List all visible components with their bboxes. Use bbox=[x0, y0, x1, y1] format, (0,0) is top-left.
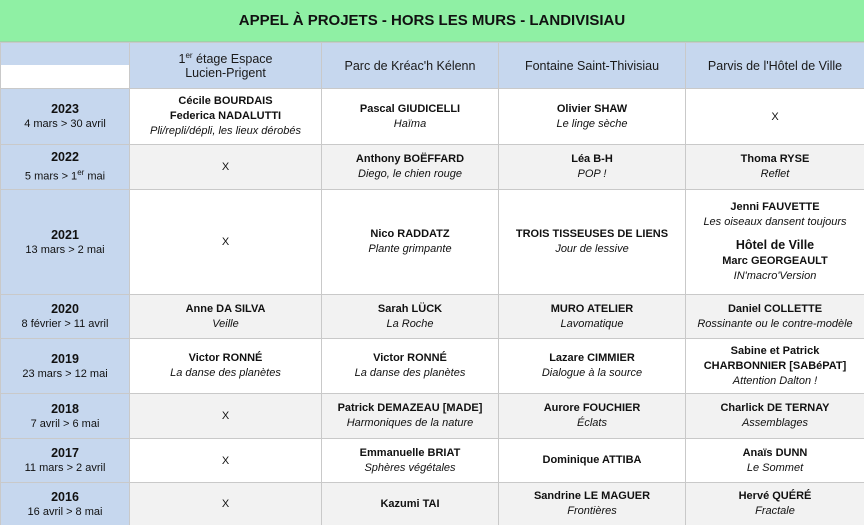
artist-name: Anthony BOËFFARD bbox=[355, 153, 465, 165]
venue-subtitle: Hôtel de Ville bbox=[735, 238, 815, 252]
work-title: Plante grimpante bbox=[368, 243, 452, 255]
artist-name: Victor RONNÉ bbox=[373, 352, 447, 364]
page-title: APPEL À PROJETS - HORS LES MURS - LANDIVISIAU bbox=[0, 0, 864, 42]
artist-name: Marc GEORGEAULT bbox=[722, 255, 828, 267]
artist-name: Patrick DEMAZEAU [MADE] bbox=[337, 402, 483, 414]
project-cell bbox=[130, 439, 322, 483]
work-title: Rossinante ou le contre-modèle bbox=[697, 317, 853, 330]
empty-marker: X bbox=[221, 454, 230, 467]
table-row bbox=[1, 190, 864, 295]
column-header-fontaine: Fontaine Saint-Thivisiau bbox=[499, 43, 686, 89]
project-cell bbox=[499, 439, 686, 483]
edition-dates: 13 mars > 2 mai bbox=[25, 243, 105, 256]
artist-name: Léa B-H bbox=[571, 153, 613, 165]
table-row bbox=[1, 295, 864, 339]
header-corner bbox=[1, 43, 130, 89]
year-cell bbox=[1, 295, 130, 339]
project-cell bbox=[130, 339, 322, 394]
column-header-espace: 1er étage Espace Lucien-Prigent bbox=[130, 43, 322, 89]
project-cell bbox=[322, 89, 499, 145]
project-cell bbox=[686, 394, 864, 439]
project-cell bbox=[686, 295, 864, 339]
project-cell bbox=[686, 145, 864, 190]
edition-year: 2023 bbox=[51, 102, 79, 116]
table-row bbox=[1, 89, 864, 145]
work-title: La Roche bbox=[386, 317, 434, 330]
project-cell bbox=[686, 439, 864, 483]
artist-name: Daniel COLLETTE bbox=[727, 302, 823, 315]
artist-name: CHARBONNIER [SABéPAT] bbox=[703, 359, 847, 372]
work-title: Haïma bbox=[393, 117, 427, 130]
work-title: Pli/repli/dépli, les lieux dérobés bbox=[149, 125, 302, 137]
artist-name: Sarah LÜCK bbox=[377, 302, 443, 315]
project-cell bbox=[322, 394, 499, 439]
artist-name: Emmanuelle BRIAT bbox=[359, 446, 461, 459]
work-title: Dialogue à la source bbox=[541, 367, 643, 379]
table-row bbox=[1, 339, 864, 394]
project-cell bbox=[499, 295, 686, 339]
empty-marker: X bbox=[771, 110, 779, 123]
project-cell bbox=[322, 295, 499, 339]
edition-year: 2017 bbox=[51, 446, 79, 460]
project-cell bbox=[499, 394, 686, 439]
work-title: La danse des planètes bbox=[170, 367, 281, 379]
edition-year: 2016 bbox=[51, 489, 79, 504]
table-row bbox=[1, 394, 864, 439]
artist-name: TROIS TISSEUSES DE LIENS bbox=[515, 228, 669, 240]
artist-name: Nico RADDATZ bbox=[370, 228, 450, 240]
project-cell bbox=[130, 483, 322, 525]
edition-year: 2018 bbox=[51, 401, 79, 416]
year-cell bbox=[1, 483, 130, 525]
year-cell bbox=[1, 89, 130, 145]
artist-name: Jenni FAUVETTE bbox=[730, 201, 820, 213]
project-cell bbox=[686, 190, 864, 295]
artist-name: MURO ATELIER bbox=[550, 302, 634, 315]
project-cell bbox=[322, 483, 499, 525]
year-cell bbox=[1, 339, 130, 394]
project-cell bbox=[499, 190, 686, 295]
edition-year: 2020 bbox=[51, 302, 79, 316]
project-cell bbox=[499, 145, 686, 190]
artist-name: Pascal GIUDICELLI bbox=[359, 102, 461, 115]
edition-year: 2021 bbox=[51, 227, 79, 242]
year-cell bbox=[1, 145, 130, 190]
edition-dates: 4 mars > 30 avril bbox=[24, 118, 106, 130]
artist-name: Victor RONNÉ bbox=[188, 352, 263, 364]
table-row bbox=[1, 439, 864, 483]
work-title: POP ! bbox=[577, 168, 607, 180]
artist-name: Hervé QUÉRÉ bbox=[738, 490, 812, 502]
edition-year: 2022 bbox=[51, 150, 79, 165]
edition-dates: 8 février > 11 avril bbox=[21, 318, 109, 330]
artist-name: Federica NADALUTTI bbox=[169, 110, 282, 122]
artist-name: Aurore FOUCHIER bbox=[543, 402, 641, 414]
project-cell bbox=[130, 145, 322, 190]
artist-name: Kazumi TAI bbox=[380, 497, 440, 510]
empty-marker: X bbox=[221, 498, 230, 510]
project-cell bbox=[322, 190, 499, 295]
artist-name: Anaïs DUNN bbox=[742, 446, 808, 459]
work-title: Lavomatique bbox=[560, 317, 624, 330]
work-title: La danse des planètes bbox=[354, 367, 466, 379]
work-title: Attention Dalton ! bbox=[732, 374, 818, 387]
artist-name: Olivier SHAW bbox=[556, 102, 628, 115]
edition-dates: 23 mars > 12 mai bbox=[22, 367, 108, 380]
work-title: Diego, le chien rouge bbox=[358, 168, 462, 180]
edition-dates: 5 mars > 1er mai bbox=[24, 168, 106, 183]
work-title: Veille bbox=[212, 317, 239, 330]
artist-name: Dominique ATTIBA bbox=[542, 454, 642, 466]
empty-marker: X bbox=[221, 161, 230, 173]
project-cell bbox=[322, 439, 499, 483]
work-title: Harmoniques de la nature bbox=[346, 417, 474, 429]
edition-dates: 16 avril > 8 mai bbox=[27, 505, 103, 518]
header-row bbox=[1, 43, 864, 89]
project-cell bbox=[686, 89, 864, 145]
work-title: Le linge sèche bbox=[556, 117, 628, 130]
work-title: Le Sommet bbox=[746, 461, 804, 474]
year-cell bbox=[1, 439, 130, 483]
edition-dates: 7 avril > 6 mai bbox=[30, 417, 100, 430]
project-cell bbox=[686, 339, 864, 394]
artist-name: Anne DA SILVA bbox=[185, 302, 266, 315]
edition-year: 2019 bbox=[51, 351, 79, 366]
artist-name: Sabine et Patrick bbox=[730, 344, 820, 357]
year-cell bbox=[1, 394, 130, 439]
work-title: Frontières bbox=[567, 505, 617, 517]
work-title: IN'macro'Version bbox=[733, 270, 817, 282]
year-cell bbox=[1, 190, 130, 295]
work-title: Les oiseaux dansent toujours bbox=[703, 216, 847, 228]
empty-marker: X bbox=[221, 410, 230, 422]
work-title: Éclats bbox=[577, 417, 607, 429]
artist-name: Cécile BOURDAIS bbox=[178, 95, 273, 107]
artist-name: Sandrine LE MAGUER bbox=[533, 490, 651, 502]
projects-table bbox=[0, 42, 864, 525]
work-title: Assemblages bbox=[741, 417, 809, 429]
artist-name: Lazare CIMMIER bbox=[549, 352, 635, 364]
work-title: Fractale bbox=[755, 505, 795, 517]
column-header-parvis: Parvis de l'Hôtel de Ville bbox=[686, 43, 864, 89]
project-cell bbox=[322, 145, 499, 190]
project-cell bbox=[686, 483, 864, 525]
project-cell bbox=[130, 295, 322, 339]
edition-dates: 11 mars > 2 avril bbox=[24, 462, 106, 474]
work-title: Jour de lessive bbox=[555, 243, 629, 255]
project-cell bbox=[322, 339, 499, 394]
project-cell bbox=[130, 190, 322, 295]
table-row bbox=[1, 145, 864, 190]
empty-marker: X bbox=[221, 236, 230, 248]
work-title: Reflet bbox=[760, 168, 790, 180]
project-cell bbox=[499, 339, 686, 394]
project-cell bbox=[499, 89, 686, 145]
table-row bbox=[1, 483, 864, 525]
artist-name: Charlick DE TERNAY bbox=[720, 402, 830, 414]
work-title: Sphères végétales bbox=[364, 461, 456, 474]
project-cell bbox=[130, 89, 322, 145]
project-cell bbox=[130, 394, 322, 439]
column-header-parc: Parc de Kréac'h Kélenn bbox=[322, 43, 499, 89]
project-cell bbox=[499, 483, 686, 525]
artist-name: Thoma RYSE bbox=[740, 153, 810, 165]
